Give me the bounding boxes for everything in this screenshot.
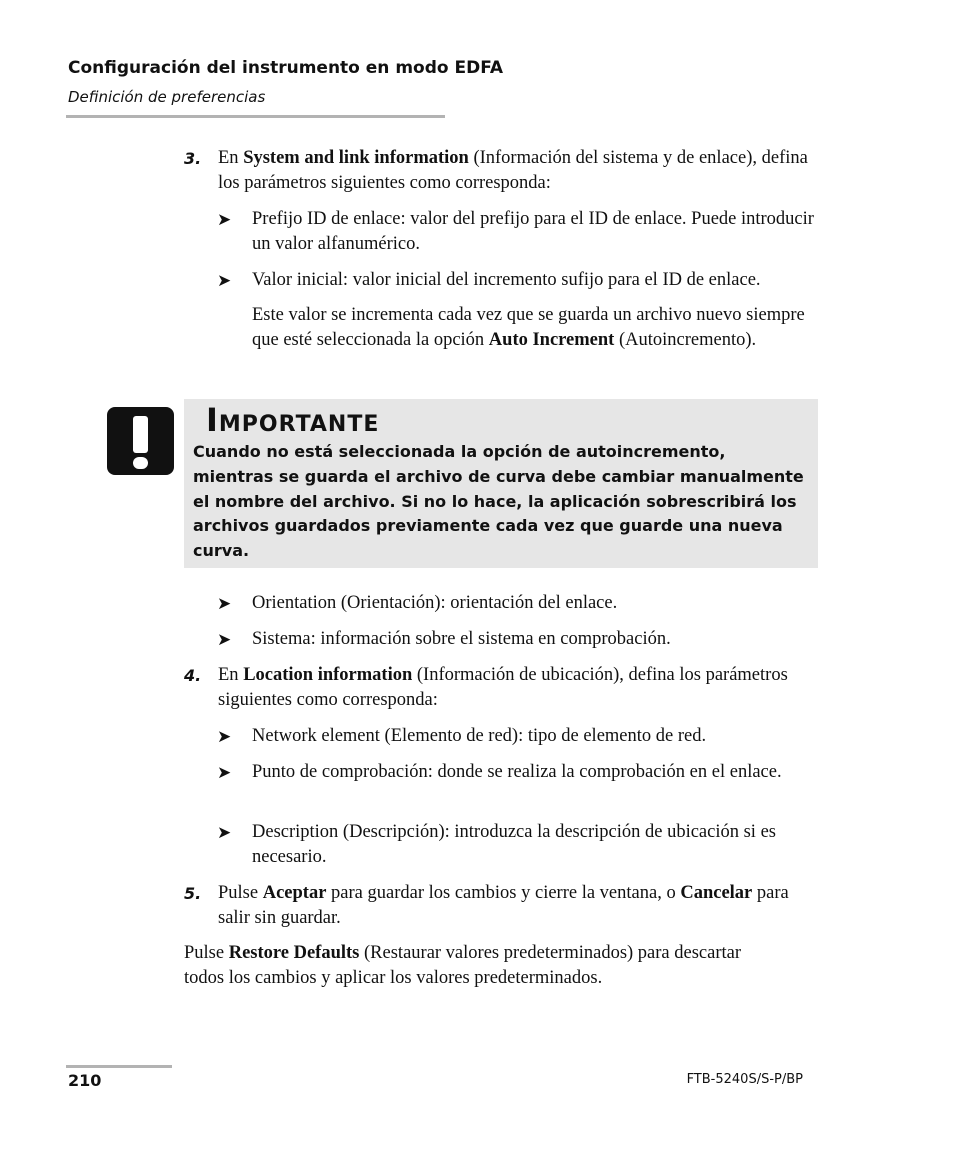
footer-divider bbox=[66, 1065, 172, 1068]
step-4 bbox=[184, 663, 824, 713]
step-number: 3. bbox=[184, 149, 202, 168]
step-3 bbox=[184, 146, 824, 196]
step-text: En System and link information (Información del sistema y de enlace), defina los parámetros siguientes como corresponda: bbox=[218, 148, 808, 193]
running-header-title: Configuración del instrumento en modo EDFA bbox=[68, 58, 504, 78]
page-number: 210 bbox=[68, 1071, 102, 1090]
list-item bbox=[217, 591, 817, 616]
list-item bbox=[217, 268, 817, 293]
arrow-bullet-icon: ➤ bbox=[217, 594, 232, 613]
product-model: FTB-5240S/S-P/BP bbox=[686, 1072, 803, 1087]
arrow-bullet-icon: ➤ bbox=[217, 271, 232, 290]
important-text: Cuando no está seleccionada la opción de autoincremento, mientras se guarda el archivo de curva debe cambiar manualmente el nombre del archivo. Si no lo hace, la aplicación sobrescribirá los archivos guardados previamente cada vez que guarde una nueva curva. bbox=[193, 442, 804, 561]
arrow-bullet-icon: ➤ bbox=[217, 727, 232, 746]
step-5 bbox=[184, 881, 824, 931]
list-item-text: Punto de comprobación: donde se realiza la comprobación en el enlace. bbox=[252, 762, 782, 782]
step-text: En Location information (Información de ubicación), defina los parámetros siguientes como corresponda: bbox=[218, 665, 788, 710]
arrow-bullet-icon: ➤ bbox=[217, 630, 232, 649]
arrow-bullet-icon: ➤ bbox=[217, 210, 232, 229]
list-item bbox=[217, 627, 817, 652]
arrow-bullet-icon: ➤ bbox=[217, 823, 232, 842]
header-divider bbox=[66, 115, 445, 118]
closing-paragraph: Pulse Restore Defaults (Restaurar valores predeterminados) para descartar todos los cambios y aplicar los valores predeterminados. bbox=[184, 943, 742, 988]
list-item-text: Valor inicial: valor inicial del incremento sufijo para el ID de enlace. bbox=[252, 270, 761, 290]
arrow-bullet-icon: ➤ bbox=[217, 763, 232, 782]
list-item-text: Network element (Elemento de red): tipo de elemento de red. bbox=[252, 726, 707, 746]
exclamation-icon bbox=[107, 407, 174, 475]
step-number: 4. bbox=[184, 666, 202, 685]
step-text: Pulse Aceptar para guardar los cambios y cierre la ventana, o Cancelar para salir sin guardar. bbox=[218, 883, 789, 928]
list-item bbox=[217, 724, 817, 749]
step-number: 5. bbox=[184, 884, 202, 903]
list-item bbox=[217, 207, 817, 257]
list-item-text: Prefijo ID de enlace: valor del prefijo para el ID de enlace. Puede introducir un valor alfanumérico. bbox=[252, 209, 814, 254]
note-paragraph: Este valor se incrementa cada vez que se guarda un archivo nuevo siempre que esté seleccionada la opción Auto Increment (Autoincremento). bbox=[252, 305, 805, 350]
list-item bbox=[217, 760, 817, 785]
list-item-text: Sistema: información sobre el sistema en comprobación. bbox=[252, 629, 671, 649]
running-header-subtitle: Definición de preferencias bbox=[68, 88, 266, 106]
important-title: Importante bbox=[206, 401, 380, 439]
list-item-text: Orientation (Orientación): orientación del enlace. bbox=[252, 593, 618, 613]
list-item bbox=[217, 820, 817, 870]
list-item-text: Description (Descripción): introduzca la descripción de ubicación si es necesario. bbox=[252, 822, 776, 867]
